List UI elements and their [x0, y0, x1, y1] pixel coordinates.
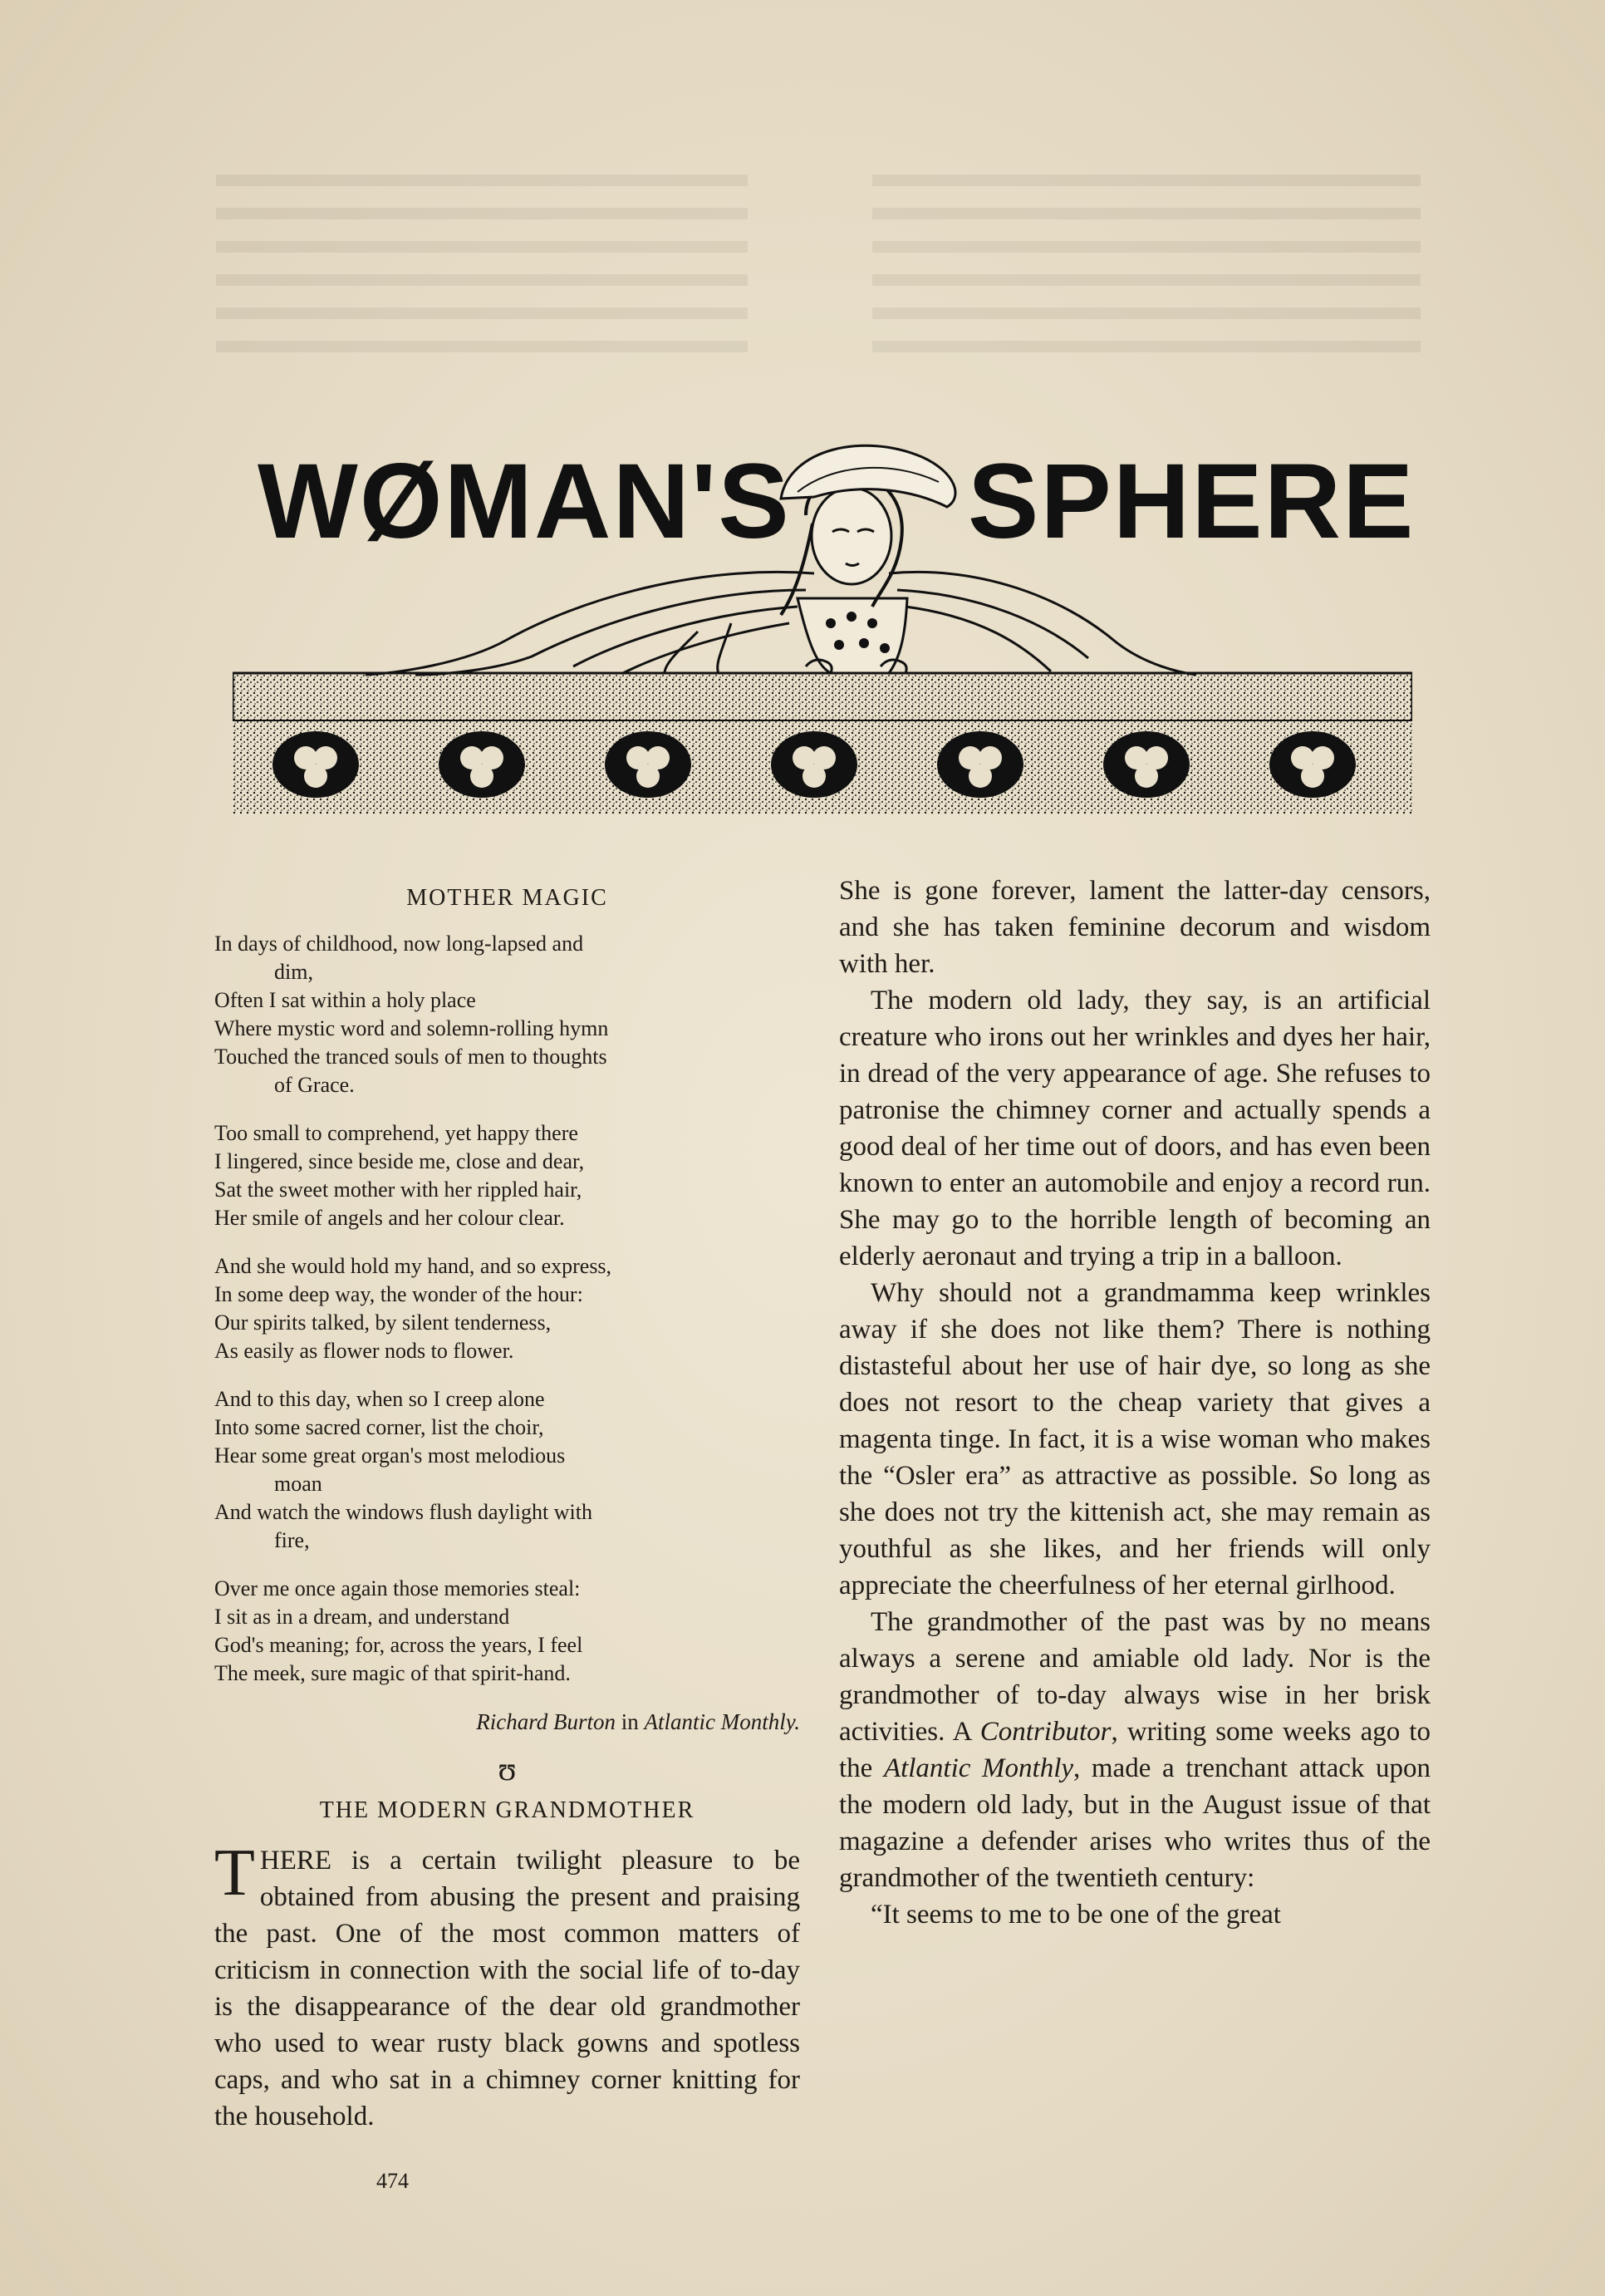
contributor-italic: Contributor — [979, 1717, 1112, 1747]
poem-line: God's meaning; for, across the years, I feel — [214, 1633, 583, 1657]
poem-line: I lingered, since beside me, close and dear, — [214, 1149, 585, 1173]
poem-line: And watch the windows flush daylight with — [214, 1500, 592, 1524]
article-paragraph-5 — [839, 1604, 1431, 1896]
poem-line: As easily as flower nods to flower. — [214, 1339, 514, 1363]
poem-line: Over me once again those memories steal: — [214, 1576, 581, 1600]
left-column — [214, 885, 800, 2135]
poem-title: MOTHER MAGIC — [406, 885, 608, 911]
article-paragraph-4: Why should not a grandmamma keep wrinkles away if she does not like them? There is nothing distasteful about her use of hair dye, so long as she does not resort to the cheap variety that gives a magenta tinge. In fact, it is a wise woman who makes the “Osler era” as attractive as possible. So long as she does not try the kittenish act, she may remain as youthful as she likes, and her friends will only appreciate the cheerfulness of her eternal girlhood. — [839, 1278, 1431, 1600]
poem-stanza — [214, 930, 800, 1099]
poem-line: In some deep way, the wonder of the hour: — [214, 1282, 583, 1306]
attribution-author: Richard Burton — [476, 1709, 616, 1734]
paragraph-5-text-b: , writing some weeks ago to the — [839, 1717, 1431, 1783]
paragraph-5-text-c: , made a trenchant attack upon the modern old lady, but in the August issue of that magazine a defender arises who writes thus of the grandmother of the twentieth century: — [839, 1753, 1431, 1893]
poem-line: Her smile of angels and her colour clear. — [214, 1206, 565, 1230]
poem-line: Hear some great organ's most melodious — [214, 1443, 566, 1468]
poem-body — [214, 930, 800, 1688]
page-number: 474 — [376, 2169, 409, 2193]
poem-line: fire, — [274, 1528, 310, 1552]
article-paragraph-3: The modern old lady, they say, is an artificial creature who irons out her wrinkles and dyes her hair, in dread of the very appearance of age. She refuses to patronise the chimney corner and actually spends a good deal of her time out of doors, and has even been known to enter an automobile and enjoy a record run. She may go to the horrible length of becoming an elderly aeronaut and trying a trip in a balloon. — [839, 986, 1431, 1271]
poem-stanza — [214, 1575, 800, 1688]
poem-line: moan — [274, 1472, 322, 1496]
article-paragraph-1 — [214, 1836, 800, 2135]
section-ornament-icon: ʊ — [498, 1750, 517, 1787]
poem-line: Too small to comprehend, yet happy there — [214, 1121, 578, 1145]
drop-cap: T — [214, 1836, 255, 1910]
poem-stanza — [214, 1385, 800, 1555]
poem-line: Where mystic word and solemn-rolling hymn — [214, 1016, 609, 1040]
poem-line: Our spirits talked, by silent tenderness, — [214, 1310, 552, 1335]
bleed-through-texture — [216, 141, 1429, 407]
header-banner — [233, 399, 1416, 814]
poem-line: Often I sat within a holy place — [214, 988, 476, 1012]
article-paragraph-2: She is gone forever, lament the latter-day censors, and she has taken feminine decorum and wisdom with her. — [839, 876, 1431, 979]
poem-line: I sit as in a dream, and understand — [214, 1605, 510, 1629]
magazine-italic: Atlantic Monthly — [883, 1753, 1074, 1783]
poem-line: of Grace. — [274, 1073, 355, 1097]
poem-line: Sat the sweet mother with her rippled hair, — [214, 1177, 582, 1202]
poem-line: And to this day, when so I creep alone — [214, 1387, 545, 1411]
poem-line: The meek, sure magic of that spirit-hand. — [214, 1661, 571, 1685]
poem-line: And she would hold my hand, and so express, — [214, 1254, 612, 1278]
header-title-left: WØMAN'S — [258, 442, 791, 561]
header-title-right: SPHERE — [968, 442, 1416, 561]
poem-stanza — [214, 1119, 800, 1232]
article-title: THE MODERN GRANDMOTHER — [319, 1797, 695, 1823]
poem-line: In days of childhood, now long-lapsed and — [214, 932, 584, 956]
poem-line: dim, — [274, 960, 313, 984]
poem-line: Into some sacred corner, list the choir, — [214, 1415, 544, 1439]
attribution-in: in — [616, 1709, 645, 1734]
poem-stanza — [214, 1252, 800, 1365]
article-paragraph-1-text: HERE is a certain twilight pleasure to be obtained from abusing the present and praising the past. One of the most common matters of criticism in connection with the social life of to-day is the disappearance of the dear old grandmother who used to wear rusty black gowns and spotless caps, and who sat in a chimney corner knitting for the household. — [214, 1846, 800, 2131]
article-paragraph-6: “It seems to me to be one of the great — [871, 1900, 1281, 1930]
poem-line: Touched the tranced souls of men to thoughts — [214, 1045, 607, 1069]
attribution-source: Atlantic Monthly. — [644, 1709, 800, 1734]
paragraph-5-text-a: The grandmother of the past was by no means always a serene and amiable old lady. Nor is the grandmother of to-day always wise in her brisk activities. A — [839, 1607, 1431, 1747]
poem-attribution — [214, 1708, 800, 1736]
right-column — [839, 873, 1431, 1933]
